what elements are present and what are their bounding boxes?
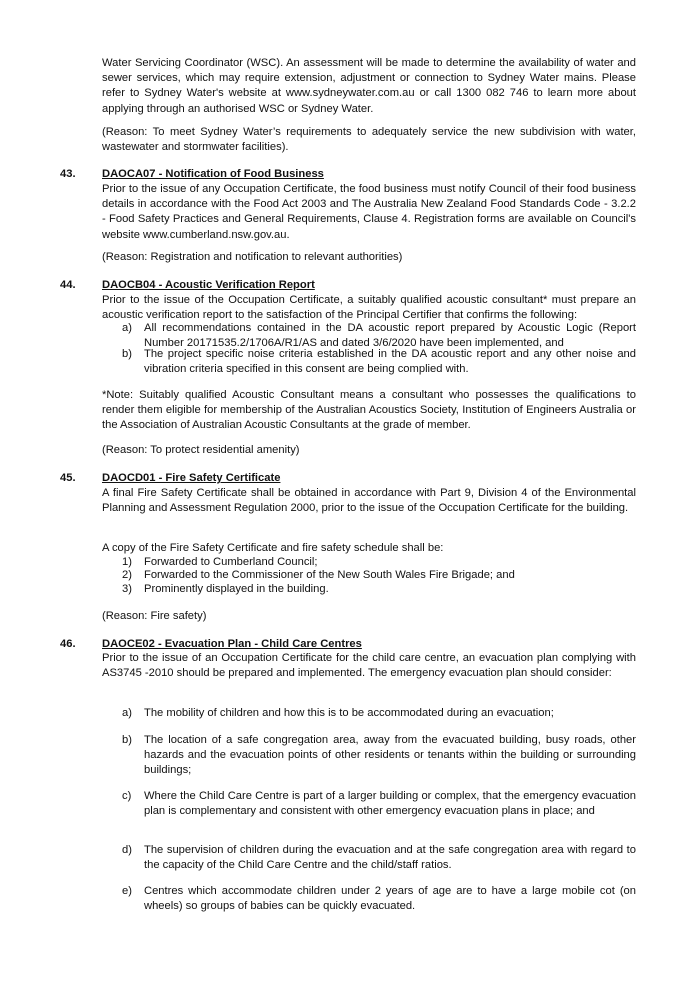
condition-reason: (Reason: Fire safety)	[102, 610, 207, 622]
condition-reason: (Reason: To protect residential amenity)	[102, 444, 300, 456]
condition-body: Prior to the issue of an Occupation Certificate for the child care centre, an evacuation plan complying with AS3745 -2010 should be prepared and implemented. The emergency evacuation plan should consider:	[102, 652, 636, 680]
list-marker: a)	[122, 322, 132, 334]
intro-reason: (Reason: To meet Sydney Water’s requirements to adequately service the new subdivision with water, wastewater and stormwater facilities).	[102, 126, 636, 154]
condition-note: *Note: Suitably qualified Acoustic Consultant means a consultant who possesses the qualifications to render them eligible for membership of the Australian Acoustics Society, Institution of Engineers Australia or the Association of Australian Acoustic Consultants at the grade of member.	[102, 389, 636, 432]
condition-number: 45.	[60, 472, 76, 484]
list-item-text: Forwarded to Cumberland Council;	[144, 556, 318, 568]
list-item-text: All recommendations contained in the DA acoustic report prepared by Acoustic Logic (Report Number 20171535.2/1706A/R1/AS and dated 3/6/2020 have been implemented, and	[144, 322, 636, 350]
list-marker: 2)	[122, 569, 132, 581]
condition-title: DAOCE02 - Evacuation Plan - Child Care Centres	[102, 638, 362, 650]
condition-number: 43.	[60, 168, 76, 180]
list-marker: c)	[122, 790, 132, 802]
list-item-text: Prominently displayed in the building.	[144, 583, 329, 595]
condition-body: Prior to the issue of the Occupation Certificate, a suitably qualified acoustic consultant* must prepare an acoustic verification report to the satisfaction of the Principal Certifier that confirms the following:	[102, 294, 636, 322]
list-item-text: The project specific noise criteria established in the DA acoustic report and any other noise and vibration criteria specified in this consent are being complied with.	[144, 348, 636, 376]
intro-paragraph: Water Servicing Coordinator (WSC). An assessment will be made to determine the availability of water and sewer services, which may require extension, adjustment or connection to Sydney Water mains. Please refer to Sydney Water's website at www.sydneywater.com.au or call 1300 082 746 to learn more about applying through an authorised WSC or Sydney Water.	[102, 57, 636, 115]
condition-reason: (Reason: Registration and notification to relevant authorities)	[102, 251, 403, 263]
list-item-text: The location of a safe congregation area, away from the evacuated building, busy roads, other hazards and the evacuation points of other residents or tenants within the building or surrounding buildings;	[144, 734, 636, 777]
condition-body: Prior to the issue of any Occupation Certificate, the food business must notify Council of their food business details in accordance with the Food Act 2003 and The Australia New Zealand Food Standards Code - 3.2.2 - Food Safety Practices and General Requirements, Clause 4. Registration forms are available on Council's website www.cumberland.nsw.gov.au.	[102, 183, 636, 241]
list-marker: b)	[122, 348, 132, 360]
list-marker: b)	[122, 734, 132, 746]
list-item-text: The mobility of children and how this is to be accommodated during an evacuation;	[144, 707, 554, 719]
condition-number: 46.	[60, 638, 76, 650]
condition-body: A final Fire Safety Certificate shall be obtained in accordance with Part 9, Division 4 of the Environmental Planning and Assessment Regulation 2000, prior to the issue of the Occupation Certificate for the building.	[102, 487, 636, 515]
condition-title: DAOCD01 - Fire Safety Certificate	[102, 472, 281, 484]
list-marker: 3)	[122, 583, 132, 595]
list-item-text: Centres which accommodate children under 2 years of age are to have a large mobile cot (on wheels) so groups of babies can be quickly evacuated.	[144, 885, 636, 913]
list-marker: a)	[122, 707, 132, 719]
list-marker: e)	[122, 885, 132, 897]
condition-body-2: A copy of the Fire Safety Certificate and fire safety schedule shall be:	[102, 542, 444, 554]
condition-title: DAOCA07 - Notification of Food Business	[102, 168, 324, 180]
list-item-text: Forwarded to the Commissioner of the New South Wales Fire Brigade; and	[144, 569, 515, 581]
list-marker: d)	[122, 844, 132, 856]
list-item-text: The supervision of children during the evacuation and at the safe congregation area with regard to the capacity of the Child Care Centre and the child/staff ratios.	[144, 844, 636, 872]
list-marker: 1)	[122, 556, 132, 568]
list-item-text: Where the Child Care Centre is part of a larger building or complex, that the emergency evacuation plan is complementary and consistent with other emergency evacuation plans in place; and	[144, 790, 636, 818]
condition-title: DAOCB04 - Acoustic Verification Report	[102, 279, 315, 291]
condition-number: 44.	[60, 279, 76, 291]
